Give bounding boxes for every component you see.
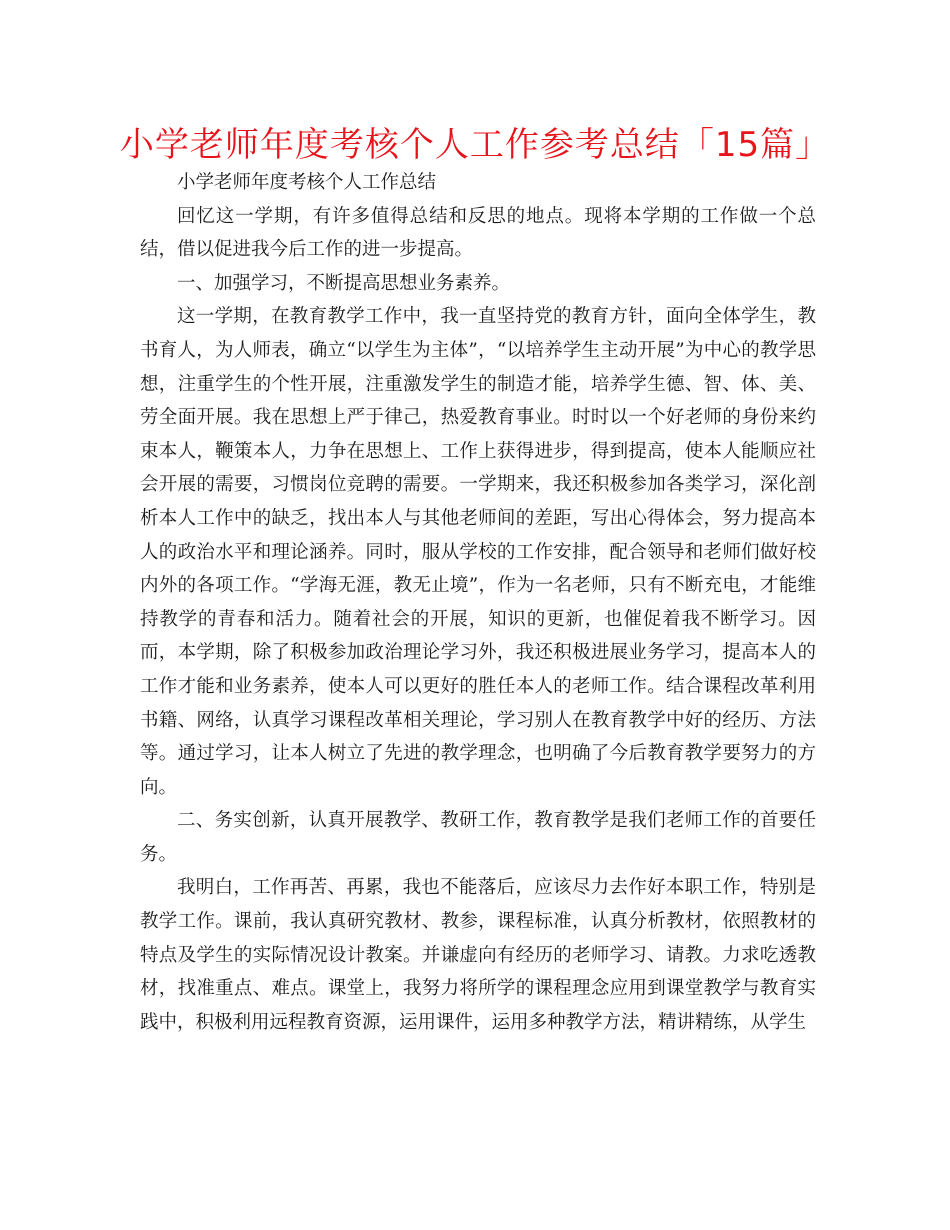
subtitle-paragraph: 小学老师年度考核个人工作总结 (177, 172, 437, 193)
section-heading-1: 一、加强学习，不断提高思想业务素养。 (177, 272, 511, 294)
intro-paragraph: 回忆这一学期，有许多值得总结和反思的地点。现将本学期的工作做一个总结，借以促进我今后工作的进一步提高。 (140, 205, 816, 261)
document-body (140, 166, 816, 1039)
body-paragraph: 我明白，工作再苦、再累，我也不能落后，应该尽力去作好本职工作，特别是教学工作。课前，我认真研究教材、教参，课程标准，认真分析教材，依照教材的特点及学生的实际情况设计教案。并谦虚向有经历的老师学习、请教。力求吃透教材，找准重点、难点。课堂上，我努力将所学的课程理念应用到课堂教学与教育实践中，积极利用远程教育资源，运用课件，运用多种教学方法，精讲精练，从学生 (140, 877, 816, 1033)
body-paragraph: 这一学期，在教育教学工作中，我一直坚持党的教育方针，面向全体学生，教书育人，为人师表，确立“以学生为主体”，“以培养学生主动开展”为中心的教学思想，注重学生的个性开展，注重激发学生的制造才能，培养学生德、智、体、美、劳全面开展。我在思想上严于律己，热爱教育事业。时时以一个好老师的身份来约束本人，鞭策本人，力争在思想上、工作上获得进步，得到提高，使本人能顺应社会开展的需要，习惯岗位竞聘的需要。一学期来，我还积极参加各类学习，深化剖析本人工作中的缺乏，找出本人与其他老师间的差距，写出心得体会，努力提高本人的政治水平和理论涵养。同时，服从学校的工作安排，配合领导和老师们做好校内外的各项工作。“学海无涯，教无止境”，作为一名老师，只有不断充电，才能维持教学的青春和活力。随着社会的开展，知识的更新，也催促着我不断学习。因而，本学期，除了积极参加政治理论学习外，我还积极进展业务学习，提高本人的工作才能和业务素养，使本人可以更好的胜任本人的老师工作。结合课程改革利用书籍、网络，认真学习课程改革相关理论，学习别人在教育教学中好的经历、方法等。通过学习，让本人树立了先进的教学理念，也明确了今后教育教学要努力的方向。 (140, 306, 816, 798)
document-title: 小学老师年度考核个人工作参考总结「15篇」 (119, 125, 831, 165)
section-heading-2: 二、务实创新，认真开展教学、教研工作，教育教学是我们老师工作的首要任务。 (140, 810, 816, 865)
